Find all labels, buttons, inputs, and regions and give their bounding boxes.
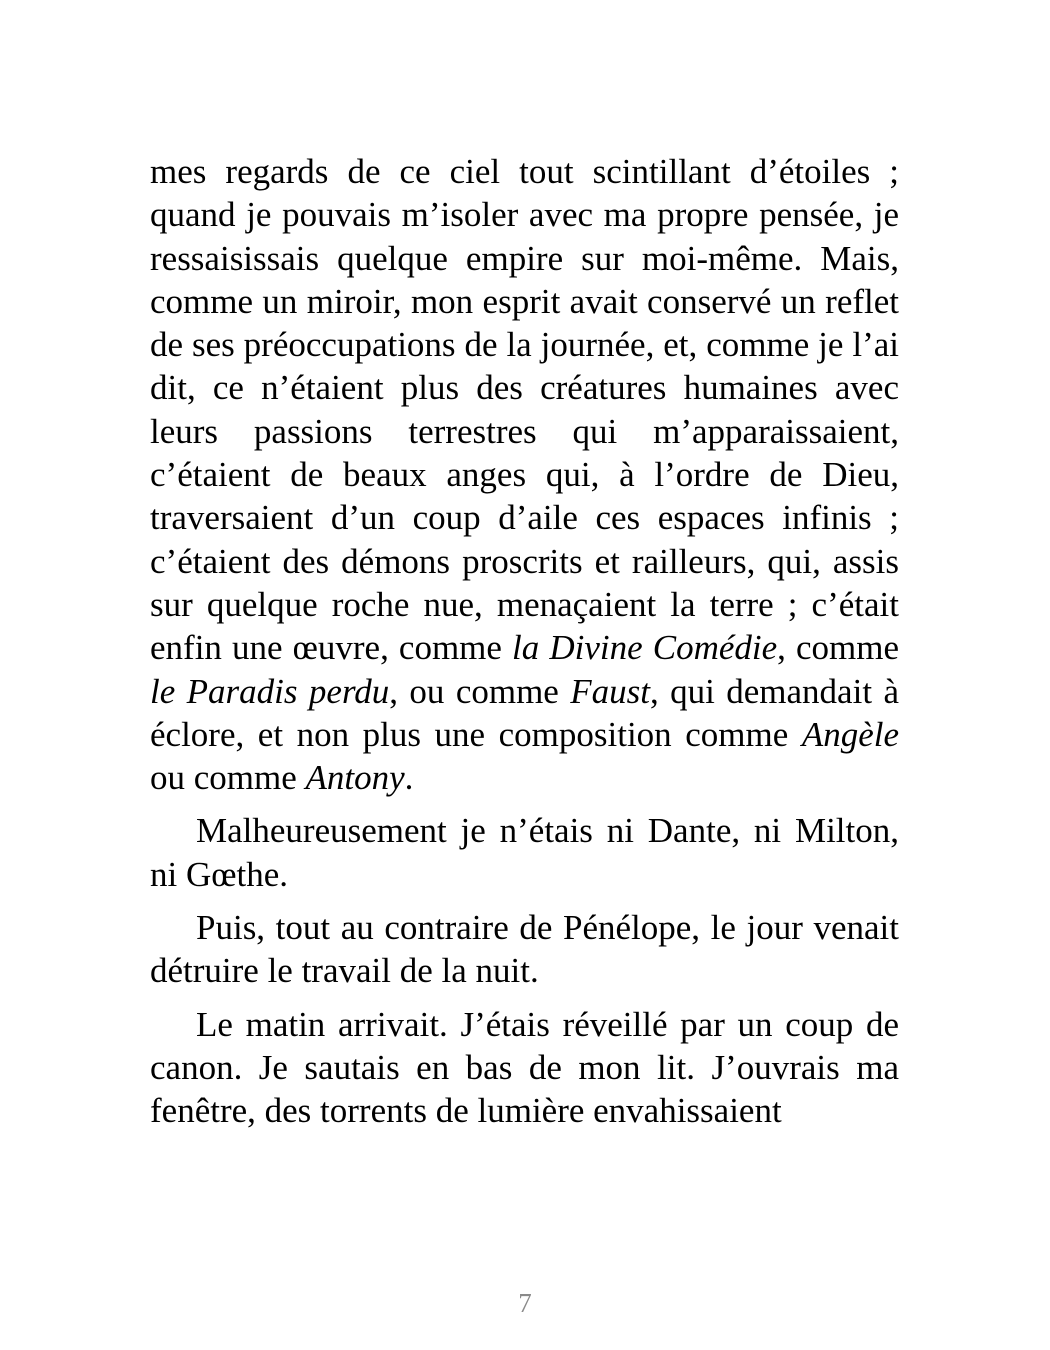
paragraph-4 (150, 1003, 899, 1133)
italic-title-faust: Faust (570, 671, 650, 711)
text-segment: Malheureusement je n’étais ni Dante, ni Milton, ni Gœthe. (150, 811, 899, 894)
text-segment: ou comme (150, 758, 306, 798)
italic-title-le-paradis-perdu: le Paradis perdu (150, 671, 390, 711)
italic-title-angele: Angèle (801, 714, 899, 754)
paragraph-1 (150, 150, 899, 799)
text-segment: , qui demandait à éclore, et non plus une composition comme (150, 671, 899, 754)
page-number: 7 (518, 1288, 532, 1318)
text-segment: Puis, tout au contraire de Pénélope, le jour venait détruire le travail de la nuit. (150, 908, 899, 991)
text-segment: , ou comme (389, 671, 571, 711)
paragraph-2 (150, 809, 899, 896)
text-segment: mes regards de ce ciel tout scintillant d’étoiles ; quand je pouvais m’isoler avec ma propre pensée, je ressaisissais quelque empire sur moi-même. Mais, comme un miroir, mon esprit avait conservé un reflet de ses préoccupations de la journée, et, comme je l’ai dit, ce n’étaient plus des créatures humaines avec leurs passions terrestres qui m’apparaissaient, c’étaient de beaux anges qui, à l’ordre de Dieu, traversaient d’un coup d’aile ces espaces infinis ; c’étaient des démons proscrits et railleurs, qui, assis sur quelque roche nue, menaçaient la terre ; c’était enfin une œuvre, comme (150, 152, 899, 668)
page-body (150, 150, 899, 1143)
text-segment: , comme (777, 628, 899, 668)
italic-title-antony: Antony (305, 758, 405, 798)
paragraph-3 (150, 906, 899, 993)
italic-title-la-divine-comedie: la Divine Comédie (512, 628, 778, 668)
text-segment: . (404, 758, 414, 798)
text-segment: Le matin arrivait. J’étais réveillé par un coup de canon. Je sautais en bas de mon lit. J’ouvrais ma fenêtre, des torrents de lumière envahissaient (150, 1004, 899, 1131)
